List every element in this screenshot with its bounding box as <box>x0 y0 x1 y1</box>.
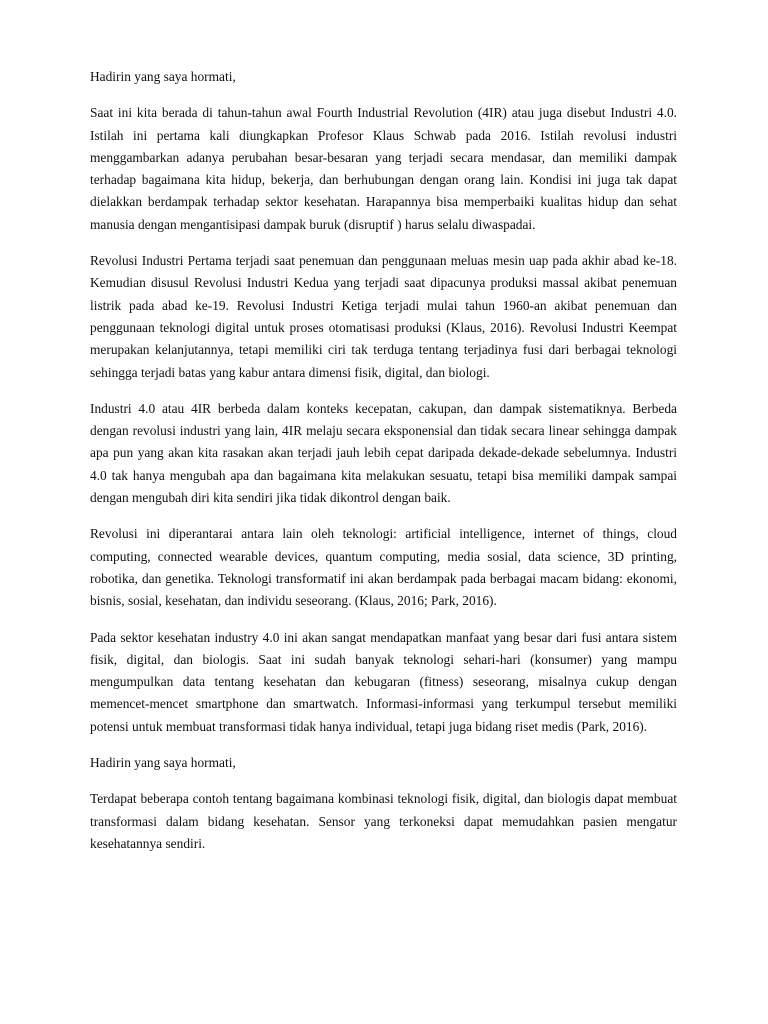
greeting-opening: Hadirin yang saya hormati, <box>90 69 236 84</box>
paragraph-examples: Terdapat beberapa contoh tentang bagaimana kombinasi teknologi fisik, digital, dan biologis dapat membuat transformasi dalam bidang kesehatan. Sensor yang terkoneksi dapat memudahkan pasien mengatur kesehatannya sendiri. <box>90 791 677 851</box>
paragraph-health-sector: Pada sektor kesehatan industry 4.0 ini akan sangat mendapatkan manfaat yang besar dari fusi antara sistem fisik, digital, dan biologis. Saat ini sudah banyak teknologi sehari-hari (konsumer) yang mampu mengumpulkan data tentang kesehatan dan kebugaran (fitness) seseorang, misalnya cukup dengan memencet-mencet smartphone dan smartwatch. Informasi-informasi yang terkumpul tersebut memiliki potensi untuk membuat transformasi tidak hanya individual, tetapi juga bidang riset medis (Park, 2016). <box>90 629 677 734</box>
document-page <box>90 66 677 869</box>
paragraph-4ir-differences: Industri 4.0 atau 4IR berbeda dalam konteks kecepatan, cakupan, dan dampak sistematiknya. Berbeda dengan revolusi industri yang lain, 4IR melaju secara eksponensial dan tidak secara linear sehingga dampak apa pun yang akan kita rasakan akan terjadi jauh lebih cepat daripada dekade-dekade sebelumnya. Industri 4.0 tak hanya mengubah apa dan bagaimana kita melakukan sesuatu, tetapi bisa memiliki dampak sampai dengan mengubah diri kita sendiri jika tidak dikontrol dengan baik. <box>90 400 677 506</box>
paragraph-industrial-revolutions-history: Revolusi Industri Pertama terjadi saat penemuan dan penggunaan meluas mesin uap pada akhir abad ke-18. Kemudian disusul Revolusi Industri Kedua yang terjadi saat dipacunya produksi massal akibat penemuan listrik pada abad ke-19. Revolusi Industri Ketiga terjadi mulai tahun 1960-an akibat penemuan dan penggunaan teknologi digital untuk proses otomatisasi produksi (Klaus, 2016). Revolusi Industri Keempat merupakan kelanjutannya, tetapi memiliki ciri tak terduga tentang terjadinya fusi dari berbagai teknologi sehingga terjadi batas yang kabur antara dimensi fisik, digital, dan biologi. <box>90 253 677 380</box>
greeting-second: Hadirin yang saya hormati, <box>90 755 236 771</box>
paragraph-4ir-intro: Saat ini kita berada di tahun-tahun awal Fourth Industrial Revolution (4IR) atau juga disebut Industri 4.0. Istilah ini pertama kali diungkapkan Profesor Klaus Schwab pada 2016. Istilah revolusi industri menggambarkan adanya perubahan besar-besaran yang terjadi secara mendasar, dan memiliki dampak terhadap bagaimana kita hidup, bekerja, dan berhubungan dengan orang lain. Kondisi ini juga tak dapat dielakkan berdampak terhadap sektor kesehatan. Harapannya bisa memperbaiki kualitas hidup dan sehat manusia dengan mengantisipasi dampak buruk (disruptif ) harus selalu diwaspadai. <box>90 105 677 232</box>
paragraph-technologies: Revolusi ini diperantarai antara lain oleh teknologi: artificial intelligence, internet of things, cloud computing, connected wearable devices, quantum computing, media sosial, data science, 3D printing, robotika, dan genetika. Teknologi transformatif ini akan berdampak pada berbagai macam bidang: ekonomi, bisnis, sosial, kesehatan, dan individu seseorang. (Klaus, 2016; Park, 2016). <box>90 526 677 609</box>
